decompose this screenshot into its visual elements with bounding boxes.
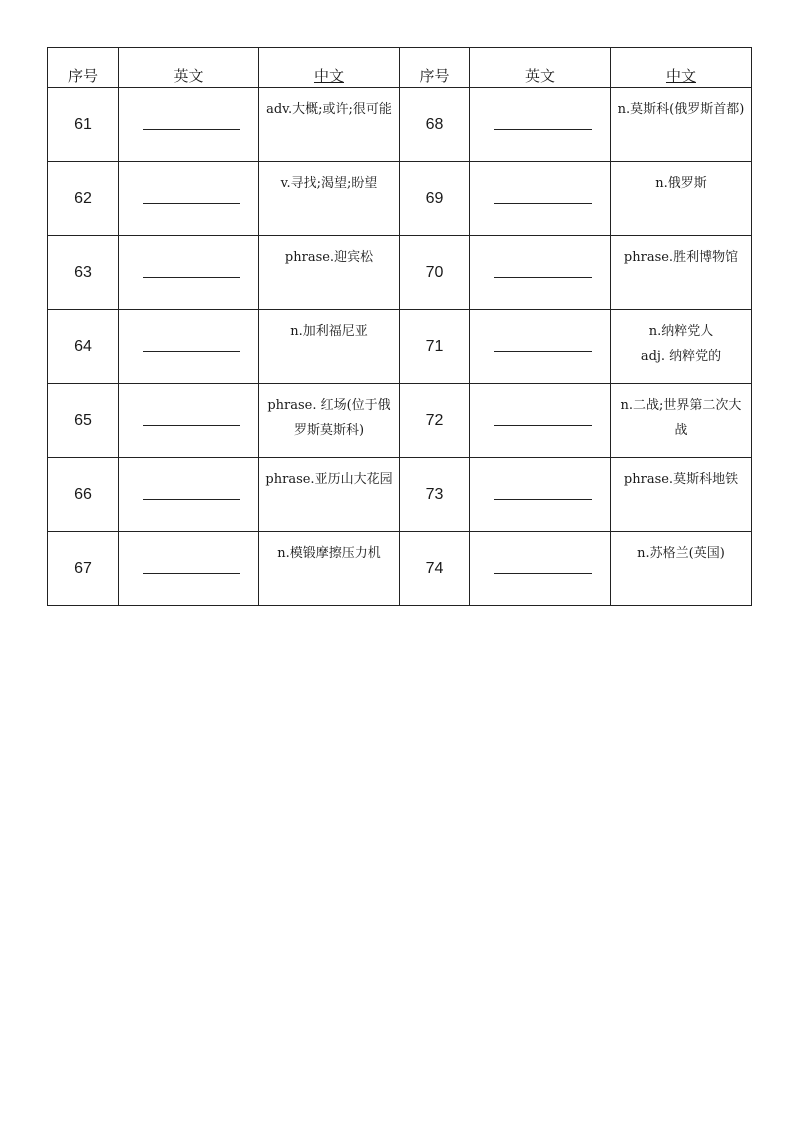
english-answer-cell[interactable] [470, 88, 611, 162]
answer-blank-line[interactable] [494, 129, 592, 130]
table-row [48, 162, 752, 236]
item-number: 61 [48, 88, 119, 162]
chinese-meaning: n.模锻摩擦压力机 [259, 532, 400, 606]
item-number: 63 [48, 236, 119, 310]
item-number: 62 [48, 162, 119, 236]
chinese-meaning: n.苏格兰(英国) [611, 532, 752, 606]
answer-blank-line[interactable] [494, 499, 592, 500]
vocabulary-table [47, 47, 752, 606]
header-cn-right [611, 48, 752, 88]
item-number: 73 [400, 458, 470, 532]
table-row [48, 310, 752, 384]
item-number: 74 [400, 532, 470, 606]
english-answer-cell[interactable] [470, 162, 611, 236]
english-answer-cell[interactable] [470, 458, 611, 532]
item-number: 65 [48, 384, 119, 458]
chinese-meaning: n.二战;世界第二次大战 [611, 384, 752, 458]
english-answer-cell[interactable] [119, 310, 259, 384]
item-number: 70 [400, 236, 470, 310]
table-row [48, 458, 752, 532]
answer-blank-line[interactable] [494, 277, 592, 278]
answer-blank-line[interactable] [494, 351, 592, 352]
english-answer-cell[interactable] [470, 236, 611, 310]
item-number: 71 [400, 310, 470, 384]
item-number: 66 [48, 458, 119, 532]
answer-blank-line[interactable] [494, 203, 592, 204]
answer-blank-line[interactable] [494, 425, 592, 426]
english-answer-cell[interactable] [119, 88, 259, 162]
english-answer-cell[interactable] [119, 532, 259, 606]
english-answer-cell[interactable] [470, 384, 611, 458]
english-answer-cell[interactable] [119, 458, 259, 532]
chinese-meaning: n.莫斯科(俄罗斯首都) [611, 88, 752, 162]
answer-blank-line[interactable] [143, 277, 240, 278]
english-answer-cell[interactable] [119, 236, 259, 310]
chinese-meaning: phrase.莫斯科地铁 [611, 458, 752, 532]
chinese-meaning: phrase.亚历山大花园 [259, 458, 400, 532]
header-cn-left-label: 中文 [313, 67, 344, 85]
answer-blank-line[interactable] [494, 573, 592, 574]
english-answer-cell[interactable] [119, 162, 259, 236]
answer-blank-line[interactable] [143, 499, 240, 500]
item-number: 72 [400, 384, 470, 458]
table-row [48, 236, 752, 310]
english-answer-cell[interactable] [119, 384, 259, 458]
chinese-meaning: phrase.胜利博物馆 [611, 236, 752, 310]
english-answer-cell[interactable] [470, 532, 611, 606]
chinese-meaning: adv.大概;或许;很可能 [259, 88, 400, 162]
header-en-right: 英文 [470, 48, 611, 88]
chinese-meaning: n.加利福尼亚 [259, 310, 400, 384]
answer-blank-line[interactable] [143, 573, 240, 574]
header-cn-left [259, 48, 400, 88]
item-number: 68 [400, 88, 470, 162]
item-number: 67 [48, 532, 119, 606]
table-body [48, 88, 752, 606]
item-number: 64 [48, 310, 119, 384]
answer-blank-line[interactable] [143, 129, 240, 130]
chinese-meaning: n.俄罗斯 [611, 162, 752, 236]
table-row [48, 532, 752, 606]
chinese-meaning: v.寻找;渴望;盼望 [259, 162, 400, 236]
table-row [48, 384, 752, 458]
item-number: 69 [400, 162, 470, 236]
answer-blank-line[interactable] [143, 351, 240, 352]
english-answer-cell[interactable] [470, 310, 611, 384]
header-num-right: 序号 [400, 48, 470, 88]
header-row [48, 48, 752, 88]
header-cn-right-label: 中文 [665, 67, 696, 85]
chinese-meaning: phrase.迎宾松 [259, 236, 400, 310]
chinese-meaning: phrase. 红场(位于俄罗斯莫斯科) [259, 384, 400, 458]
table-row [48, 88, 752, 162]
chinese-meaning: n.纳粹党人 adj. 纳粹党的 [611, 310, 752, 384]
header-en-left: 英文 [119, 48, 259, 88]
answer-blank-line[interactable] [143, 203, 240, 204]
header-num-left: 序号 [48, 48, 119, 88]
answer-blank-line[interactable] [143, 425, 240, 426]
